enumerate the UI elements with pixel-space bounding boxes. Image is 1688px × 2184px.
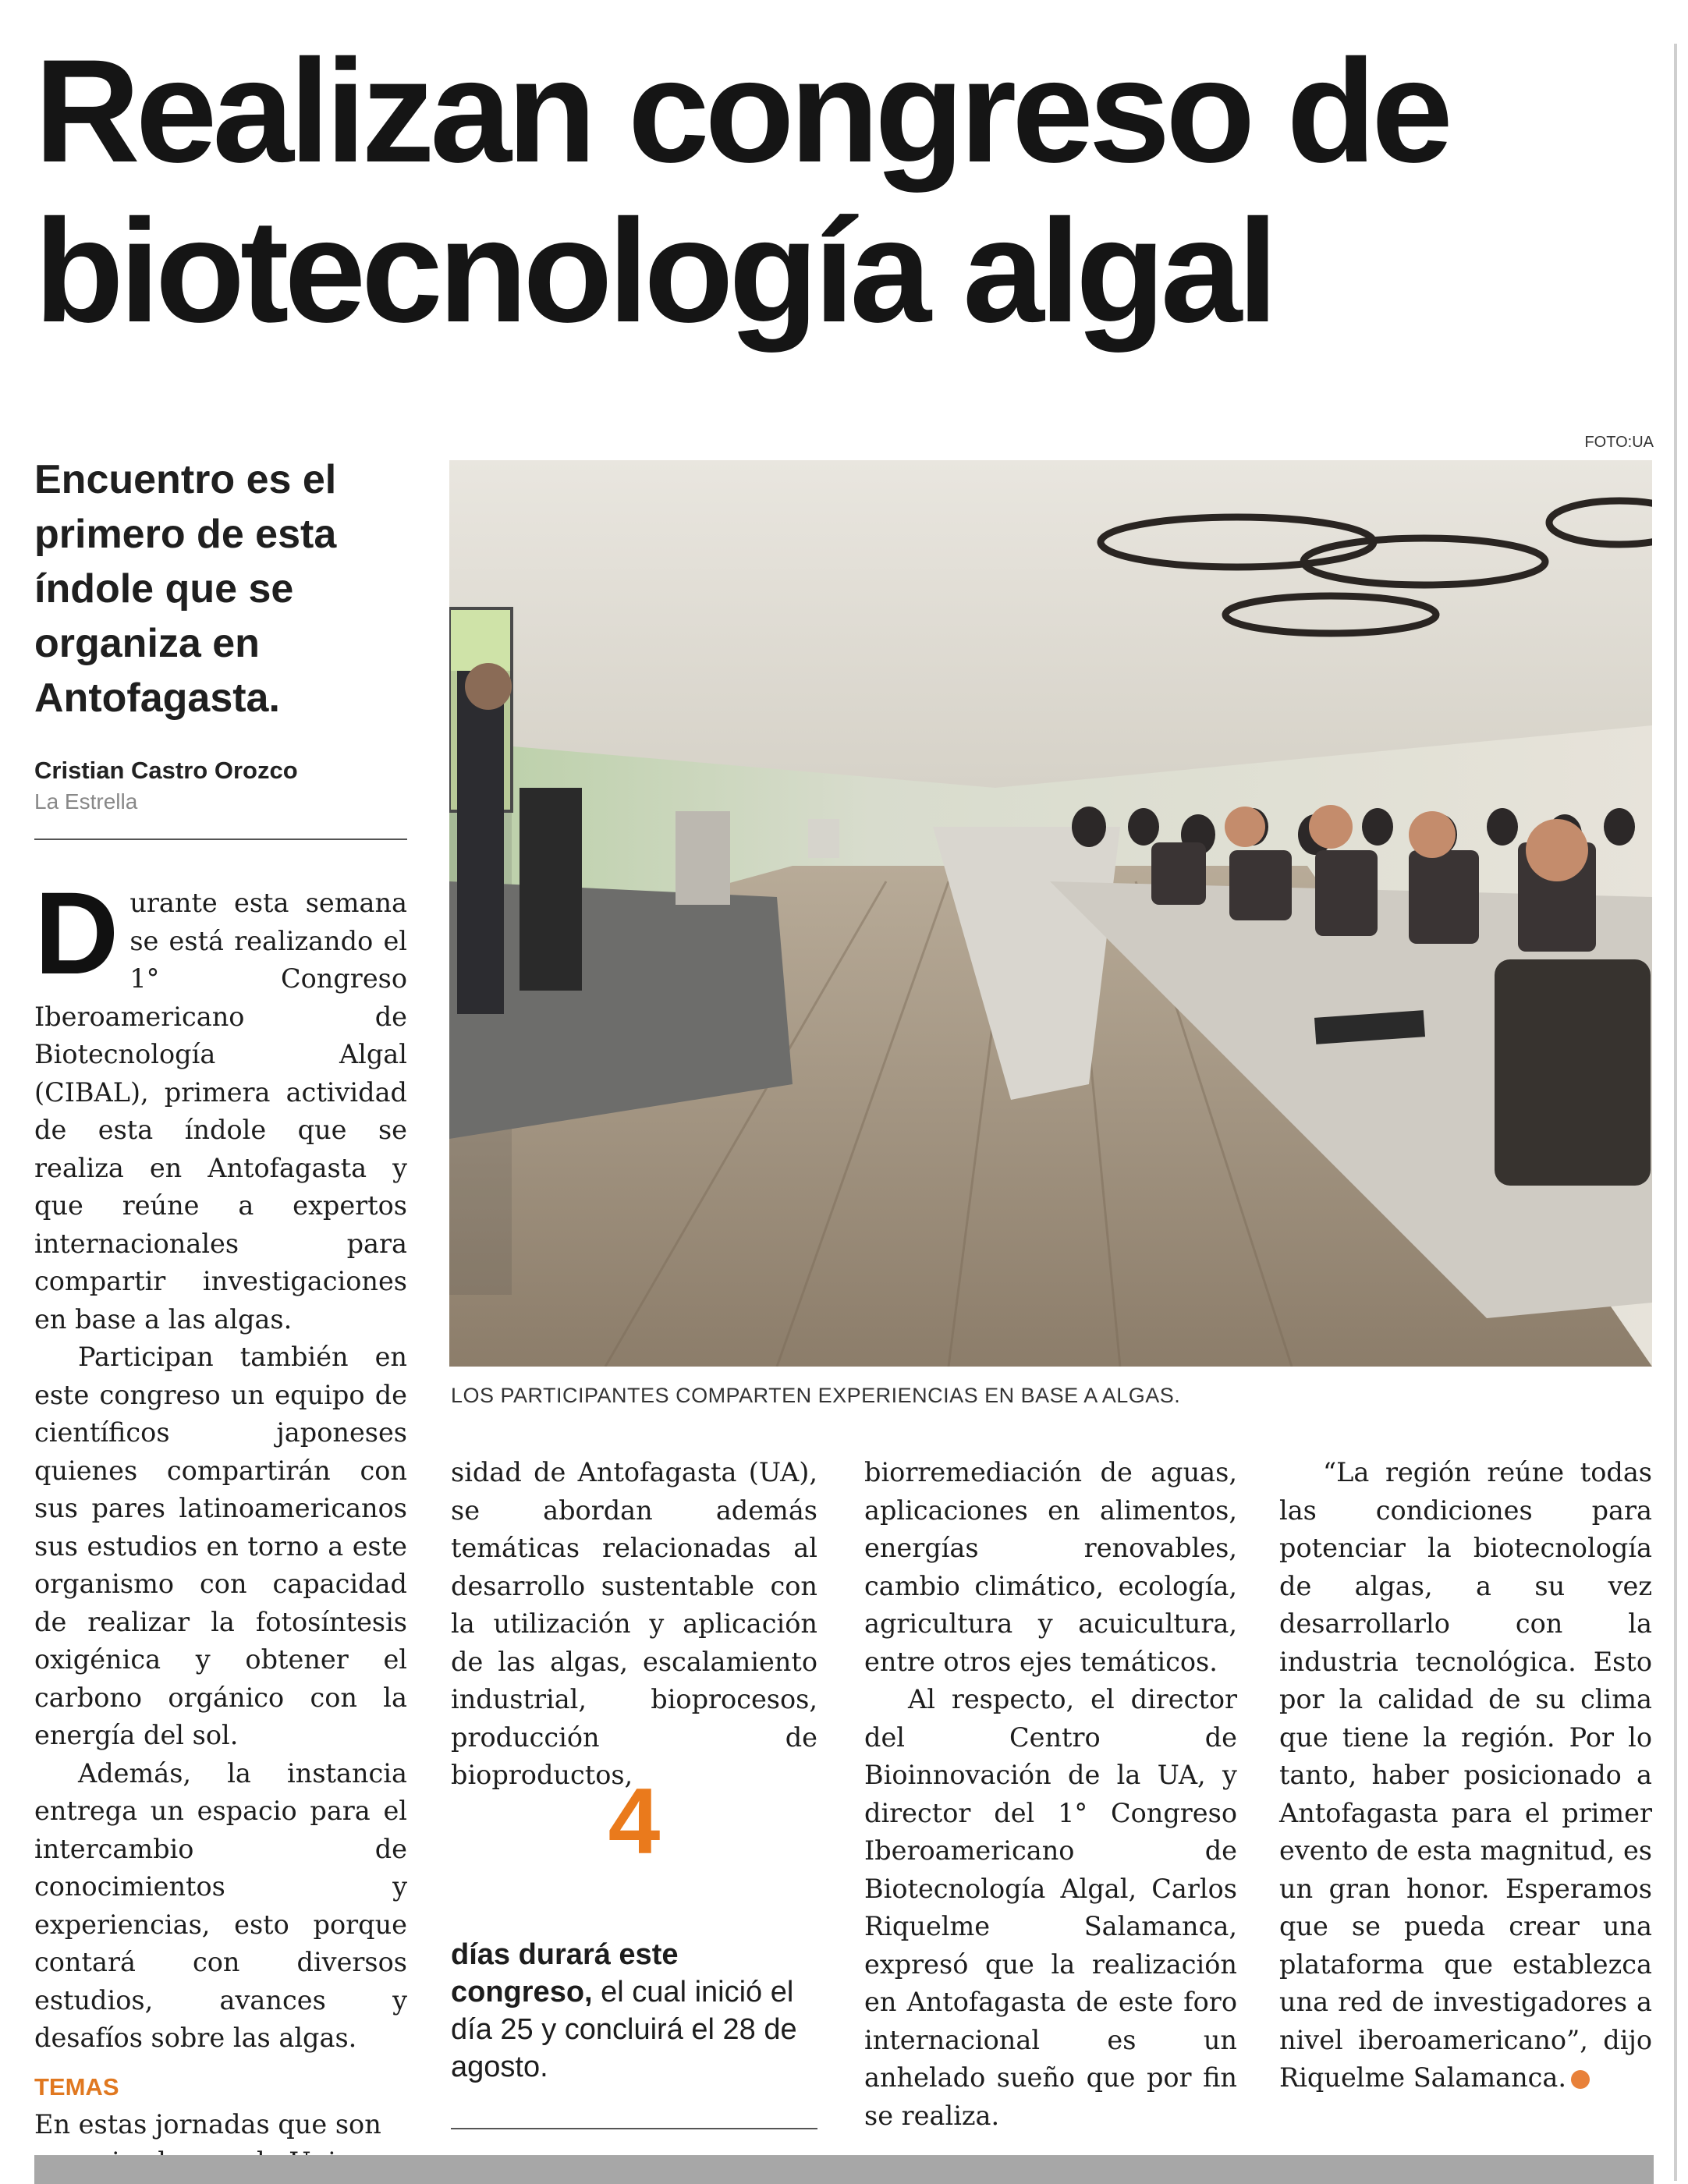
- article-column-3: [864, 1454, 1237, 2135]
- byline-outlet: La Estrella: [34, 789, 138, 814]
- photo-credit: FOTO:UA: [1584, 434, 1654, 451]
- photo-caption: LOS PARTICIPANTES COMPARTEN EXPERIENCIAS EN BASE A ALGAS.: [451, 1384, 1181, 1407]
- byline-author: Cristian Castro Orozco: [34, 757, 298, 784]
- callout-text: [451, 1936, 817, 2086]
- conference-room-illustration: [449, 460, 1652, 1367]
- byline-divider: [34, 838, 407, 840]
- paragraph-6-text: “La región reúne todas las condiciones para potenciar la biotecnología de algas, a su vez desarrollarlo con la industria tecnológica. Esto por la calidad de su clima que tiene la región. Por lo tanto, haber posicionado a Antofagasta para el primer evento de esta magnitud, es un gran honor. Esperamos que se pueda crear una plataforma que establezca una red de investigadores a nivel iberoamericano”, dijo Riquelme Salamanca.: [1279, 1457, 1652, 2093]
- headline-line-2: biotecnología algal: [34, 189, 1274, 353]
- callout-number: 4: [608, 1769, 661, 1874]
- drop-cap: D: [34, 867, 119, 998]
- paragraph-5: Al respecto, el director del Centro de Bioinnovación de la UA, y director del 1° Congreso Iberoamericano de Biotecnología Algal, Carlos Riquelme Salamanca, expresó que la realización en Antofagasta de este foro internacional es un anhelado sueño que por fin se realiza.: [864, 1684, 1237, 2131]
- paragraph-1: [34, 867, 407, 1338]
- paragraph-4-continued: sidad de Antofagasta (UA), se abordan además temáticas relacionadas al desarrollo sustentable con la utilización y aplicación de las algas, escalamiento industrial, bioprocesos, producción de bioproductos,: [451, 1457, 817, 1790]
- paragraph-3: Además, la instancia entrega un espacio para el intercambio de conocimientos y experiencias, esto porque contará con diversos estudios, avances y desafíos sobre las algas.: [34, 1757, 407, 2053]
- paragraph-2: Participan también en este congreso un equipo de científicos japoneses quienes compartirán con sus pares latinoamericanos sus estudios en torno a este organismo con capacidad de realizar la fotosíntesis oxigénica y obtener el carbono orgánico con la energía del sol.: [34, 1342, 407, 1750]
- paragraph-6: [1279, 1454, 1652, 2097]
- paragraph-4-start: En estas jornadas que son: [34, 2108, 381, 2140]
- end-of-article-icon: ✪: [1571, 2070, 1590, 2089]
- subtitle: Encuentro es el primero de esta índole que se organiza en Antofagasta.: [34, 457, 337, 721]
- section-label-temas: TEMAS: [34, 2072, 119, 2101]
- callout-bold: días durará este congreso,: [451, 1938, 679, 2008]
- callout-divider: [451, 2128, 817, 2129]
- paragraph-1-text: urante esta semana se está realizando el 1° Congreso Iberoamericano de Biotecnología Algal (CIBAL), primera actividad de esta índole que se realiza en Antofagasta y que reúne a expertos internacionales para compartir investigaciones en base a las algas.: [34, 888, 407, 1335]
- callout-rest: el cual inició el día 25 y concluirá el 28 de agosto.: [451, 1976, 797, 2083]
- bottom-bar: [34, 2155, 1654, 2184]
- article-column-2: [451, 1454, 817, 1795]
- paragraph-4-end: biorremediación de aguas, aplicaciones en alimentos, energías renovables, cambio climático, ecología, agricultura y acuicultura, entre otros ejes temáticos.: [864, 1457, 1237, 1677]
- page-edge: [1674, 44, 1677, 2181]
- headline: [34, 31, 1657, 351]
- headline-line-1: Realizan congreso de: [34, 29, 1449, 193]
- conference-photo: [449, 460, 1652, 1367]
- article-column-4: [1279, 1454, 1652, 2097]
- article-column-1: [34, 867, 407, 2182]
